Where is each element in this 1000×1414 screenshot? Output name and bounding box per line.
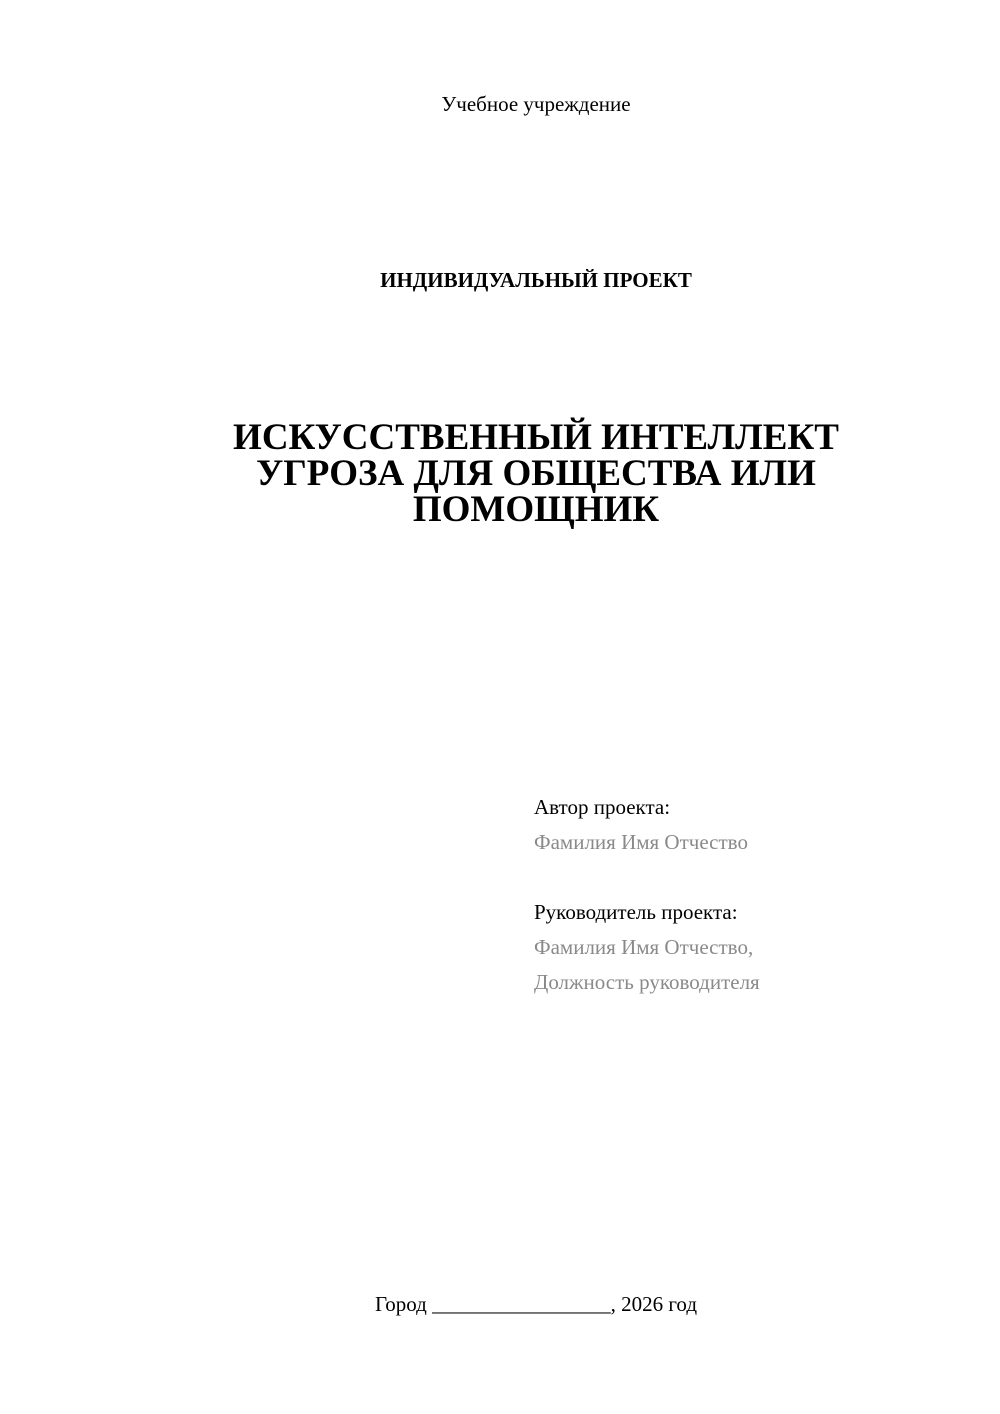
project-title-line-2: УГРОЗА ДЛЯ ОБЩЕСТВА ИЛИ xyxy=(256,453,816,494)
supervisor-block xyxy=(534,895,760,1000)
project-title-line-1: ИСКУССТВЕННЫЙ ИНТЕЛЛЕКТ xyxy=(233,417,839,458)
author-label: Автор проекта: xyxy=(534,795,671,819)
supervisor-position: Должность руководителя xyxy=(534,970,760,994)
supervisor-label: Руководитель проекта: xyxy=(534,900,738,924)
supervisor-name: Фамилия Имя Отчество, xyxy=(534,935,754,959)
institution-name: Учебное учреждение xyxy=(441,92,631,116)
document-type: ИНДИВИДУАЛЬНЫЙ ПРОЕКТ xyxy=(380,268,692,292)
author-name: Фамилия Имя Отчество xyxy=(534,830,748,854)
author-block xyxy=(534,790,748,860)
project-title xyxy=(0,417,1000,530)
project-title-line-3: ПОМОЩНИК xyxy=(412,489,660,530)
city-year-line: Город _________________, 2026 год xyxy=(374,1292,698,1316)
